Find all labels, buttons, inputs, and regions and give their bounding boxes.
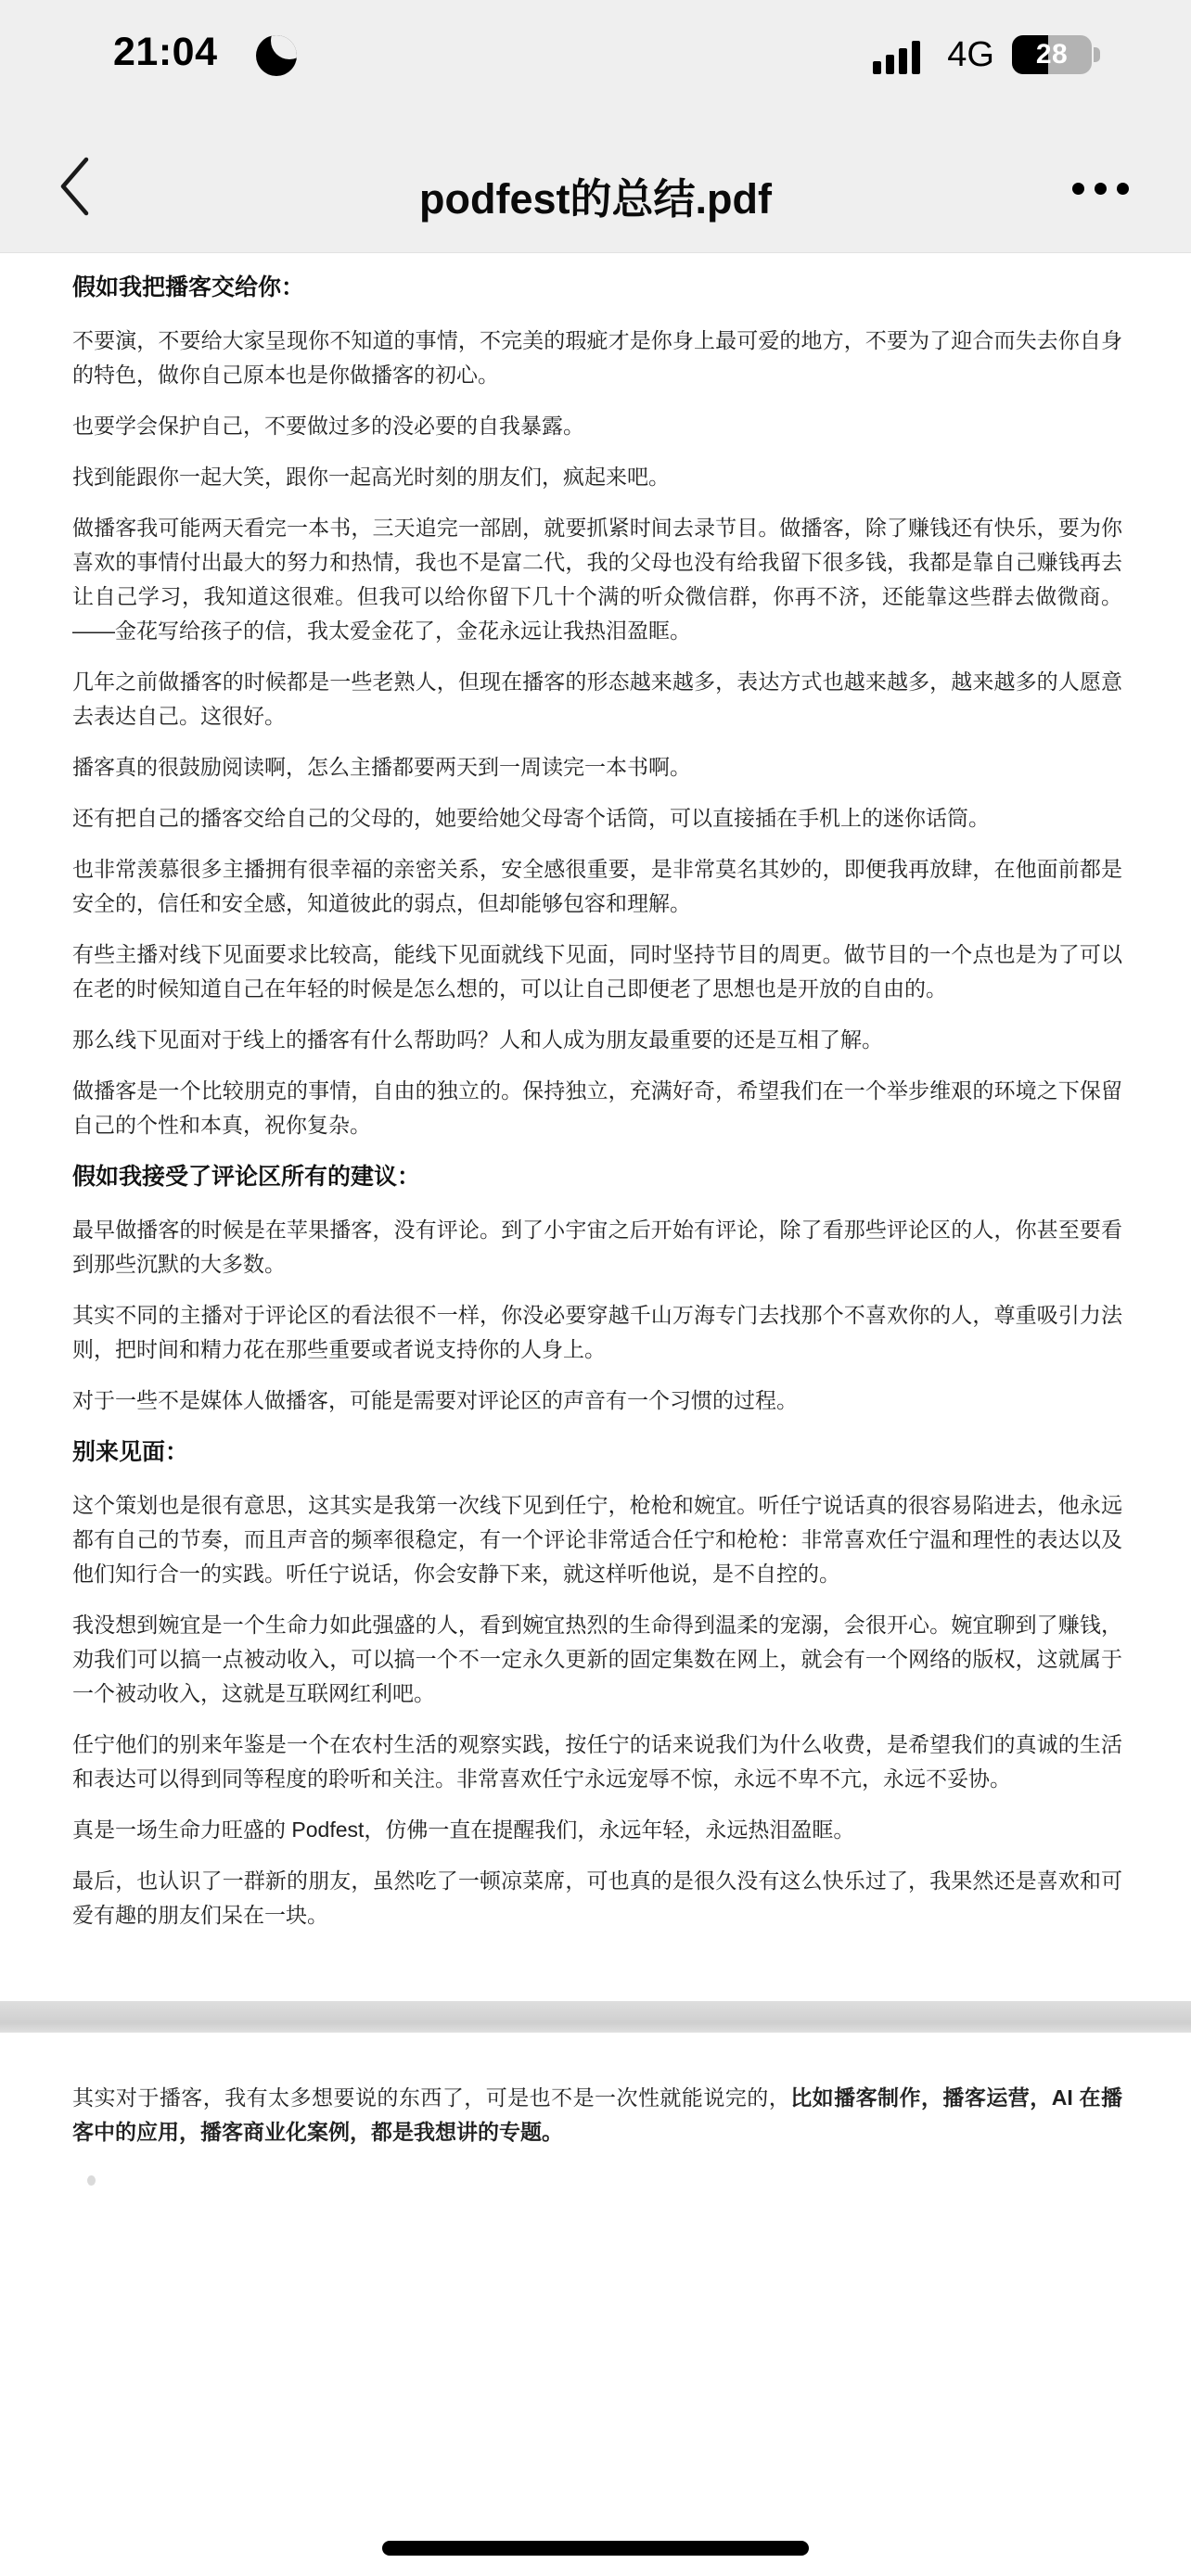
paragraph: 最早做播客的时候是在苹果播客，没有评论。到了小宇宙之后开始有评论，除了看那些评论区的人，你甚至要看到那些沉默的大多数。 bbox=[72, 1218, 1122, 1276]
paragraph: 真是一场生命力旺盛的 Podfest，仿佛一直在提醒我们，永远年轻，永远热泪盈眶。 bbox=[72, 1817, 855, 1842]
status-time: 21:04 bbox=[113, 30, 218, 74]
paragraph: 做播客我可能两天看完一本书，三天追完一部剧，就要抓紧时间去录节目。做播客，除了赚钱还有快乐，要为你喜欢的事情付出最大的努力和热情，我也不是富二代，我的父母也没有给我留下很多钱，我都是靠自己赚钱再去让自己学习，我知道这很难。但我可以给你留下几十个满的听众微信群，你再不济，还能靠这些群去做微商。——金花写给孩子的信，我太爱金花了，金花永远让我热泪盈眶。 bbox=[72, 516, 1122, 643]
paragraph: 任宁他们的别来年鉴是一个在农村生活的观察实践，按任宁的话来说我们为什么收费，是希望我们的真诚的生活和表达可以得到同等程度的聆听和关注。非常喜欢任宁永远宠辱不惊，永远不卑不亢，永远不妥协。 bbox=[72, 1732, 1122, 1791]
paragraph: 那么线下见面对于线上的播客有什么帮助吗？人和人成为朋友最重要的还是互相了解。 bbox=[72, 1027, 883, 1052]
paragraph: 做播客是一个比较朋克的事情，自由的独立的。保持独立，充满好奇，希望我们在一个举步维艰的环境之下保留自己的个性和本真，祝你复杂。 bbox=[72, 1078, 1122, 1137]
ellipsis-icon bbox=[1072, 183, 1129, 195]
pdf-page-2 bbox=[0, 2033, 1191, 2576]
paragraph: 播客真的很鼓励阅读啊，怎么主播都要两天到一周读完一本书啊。 bbox=[72, 755, 691, 779]
paragraph: 对于一些不是媒体人做播客，可能是需要对评论区的声音有一个习惯的过程。 bbox=[72, 1388, 798, 1412]
cellular-signal-icon bbox=[873, 41, 920, 74]
paragraph: 也要学会保护自己，不要做过多的没必要的自我暴露。 bbox=[72, 414, 584, 438]
page-separator bbox=[0, 2001, 1191, 2033]
paragraph: 有些主播对线下见面要求比较高，能线下见面就线下见面，同时坚持节目的周更。做节目的一个点也是为了可以在老的时候知道自己在年轻的时候是怎么想的，可以让自己即便老了思想也是开放的自由的。 bbox=[72, 942, 1122, 1001]
battery-percent-label: 28 bbox=[1035, 39, 1069, 70]
section-heading: 假如我接受了评论区所有的建议： bbox=[72, 1164, 421, 1190]
ink-dot-mark bbox=[87, 2175, 96, 2186]
network-type-label: 4G bbox=[947, 35, 994, 74]
do-not-disturb-moon-icon bbox=[256, 35, 297, 76]
text-run: 其实对于播客，我有太多想要说的东西了，可是也不是一次性就能说完的， bbox=[72, 2085, 791, 2110]
paragraph: 也非常羡慕很多主播拥有很幸福的亲密关系，安全感很重要，是非常莫名其妙的，即便我再放肆，在他面前都是安全的，信任和安全感，知道彼此的弱点，但却能够包容和理解。 bbox=[72, 857, 1122, 915]
paragraph: 找到能跟你一起大笑，跟你一起高光时刻的朋友们，疯起来吧。 bbox=[72, 465, 670, 489]
paragraph: 我没想到婉宜是一个生命力如此强盛的人，看到婉宜热烈的生命得到温柔的宠溺，会很开心。婉宜聊到了赚钱，劝我们可以搞一点被动收入，可以搞一个不一定永久更新的固定集数在网上，就会有一个网络的版权，这就属于一个被动收入，这就是互联网红利吧。 bbox=[72, 1613, 1122, 1705]
more-options-button[interactable] bbox=[1054, 156, 1146, 221]
pdf-page-1 bbox=[0, 253, 1191, 2001]
document-title: podfest的总结.pdf bbox=[419, 175, 772, 223]
bold-text-run: 比如播客制作，播客运营，AI 在播客中的应用，播客商业化案例，都是我想讲的专题。 bbox=[72, 2085, 1123, 2144]
section-heading: 别来见面： bbox=[72, 1439, 189, 1465]
home-indicator[interactable] bbox=[382, 2541, 809, 2556]
pdf-scroll-area[interactable] bbox=[0, 253, 1191, 2576]
paragraph: 几年之前做播客的时候都是一些老熟人，但现在播客的形态越来越多，表达方式也越来越多，越来越多的人愿意去表达自己。这很好。 bbox=[72, 670, 1122, 728]
paragraph bbox=[72, 2081, 1122, 2149]
paragraph: 其实不同的主播对于评论区的看法很不一样，你没必要穿越千山万海专门去找那个不喜欢你的人，尊重吸引力法则，把时间和精力花在那些重要或者说支持你的人身上。 bbox=[72, 1303, 1122, 1361]
section-heading: 假如我把播客交给你： bbox=[72, 274, 305, 300]
paragraph: 不要演，不要给大家呈现你不知道的事情，不完美的瑕疵才是你身上最可爱的地方，不要为了迎合而失去你自身的特色，做你自己原本也是你做播客的初心。 bbox=[72, 328, 1122, 387]
battery-cap bbox=[1094, 47, 1100, 62]
paragraph: 这个策划也是很有意思，这其实是我第一次线下见到任宁，枪枪和婉宜。听任宁说话真的很容易陷进去，他永远都有自己的节奏，而且声音的频率很稳定，有一个评论非常适合任宁和枪枪：非常喜欢任宁温和理性的表达以及他们知行合一的实践。听任宁说话，你会安静下来，就这样听他说，是不自控的。 bbox=[72, 1493, 1122, 1586]
battery-icon bbox=[1012, 35, 1092, 74]
paragraph: 还有把自己的播客交给自己的父母的，她要给她父母寄个话筒，可以直接插在手机上的迷你话筒。 bbox=[72, 806, 990, 830]
top-chrome bbox=[0, 0, 1191, 253]
paragraph: 最后，也认识了一群新的朋友，虽然吃了一顿凉菜席，可也真的是很久没有这么快乐过了，我果然还是喜欢和可爱有趣的朋友们呆在一块。 bbox=[72, 1868, 1122, 1927]
